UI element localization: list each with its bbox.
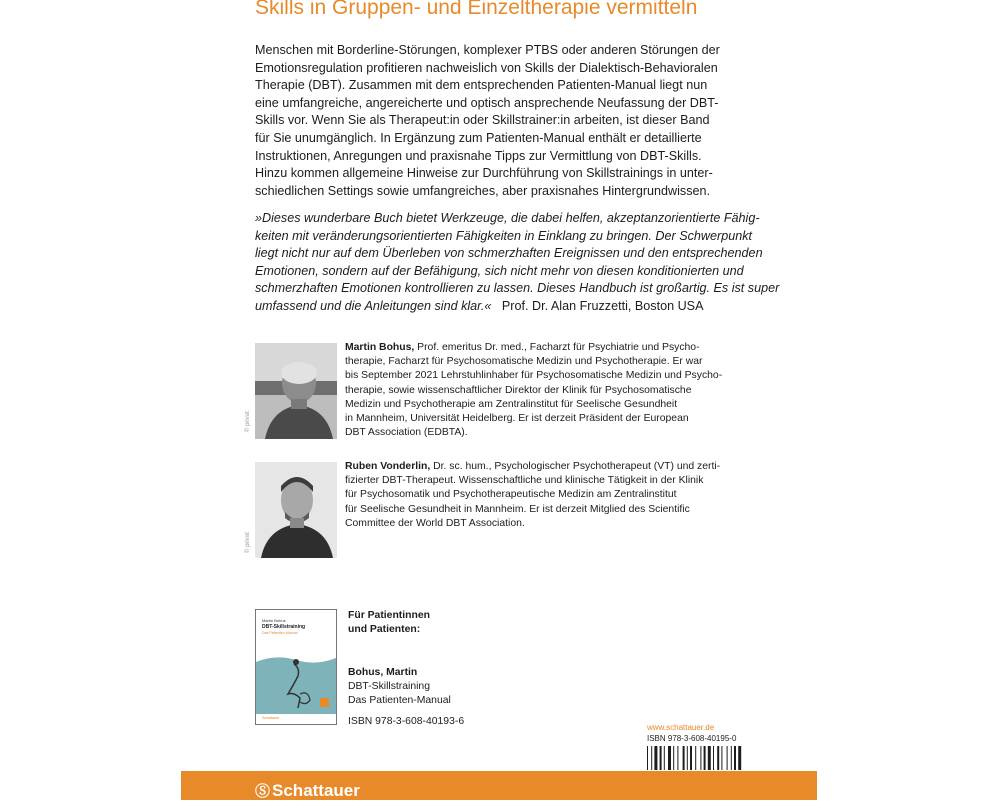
bio-line: fizierter DBT-Therapeut. Wissenschaftliche und klinische Tätigkeit in der Klinik	[345, 475, 704, 487]
blurb-line: Menschen mit Borderline-Störungen, komplexer PTBS oder anderen Störungen der	[255, 43, 720, 57]
patient-manual-details	[348, 666, 548, 729]
barcode-bar	[664, 746, 665, 770]
bio-line: therapie, Facharzt für Psychosomatische Medizin und Psychotherapie. Er war	[345, 356, 703, 368]
publisher-logo-icon: Ⓢ	[255, 783, 271, 800]
cover-headline: Skills in Gruppen- und Einzeltherapie vermitteln	[255, 0, 698, 19]
mini-cover-author: Martin Bohus	[262, 618, 286, 623]
blurb-paragraph	[255, 42, 755, 200]
bio-line: für Psychosomatik und Psychotherapeutische Medizin am Zentralinstitut	[345, 489, 677, 501]
bio-first-line	[345, 341, 765, 355]
quote-line: keiten mit veränderungsorientierten Fähigkeiten in Einklang zu bringen. Der Schwerpunkt	[255, 228, 753, 243]
barcode-bar	[713, 746, 714, 770]
publisher-url[interactable]: www.schattauer.de	[647, 723, 715, 732]
barcode-bar	[731, 746, 732, 770]
bio-text: Dr. sc. hum., Psychologischer Psychotherapeut (VT) und zerti-	[430, 461, 721, 472]
blurb-line: schiedlichen Settings sowie umfangreiches, aber praxisnahes Hintergrundwissen.	[255, 183, 711, 198]
bio-line: bis September 2021 Lehrstuhlinhaber für Psychosomatische Medizin und Psycho-	[345, 370, 723, 382]
barcode-bar	[734, 746, 736, 770]
barcode-bar	[738, 746, 741, 770]
quote-line: liegt nicht nur auf dem Überleben von schmerzhaften Ereignissen und den entsprechenden	[255, 246, 763, 261]
barcode-bar	[677, 746, 678, 770]
bio-line: therapie, sowie wissenschaftlicher Direktor der Klinik für Psychosomatische	[345, 384, 692, 396]
author-bio-bohus	[345, 341, 765, 440]
barcode-bar	[717, 746, 719, 770]
author-photo-bohus	[255, 343, 337, 439]
author-bio-vonderlin	[345, 460, 765, 531]
patient-manual-isbn: ISBN 978-3-608-40193-6	[348, 715, 465, 727]
blurb-line: Skills vor. Wenn Sie als Therapeut:in oder Skillstrainer:in arbeiten, ist dieser Band	[255, 113, 710, 128]
bio-line: DBT Association (EDBTA).	[345, 427, 468, 439]
barcode-bar	[721, 746, 722, 770]
photo-credit: © privat	[245, 411, 251, 432]
barcode-bar	[708, 746, 711, 770]
barcode-bar	[727, 746, 728, 770]
quote-line: schmerzhaften Emotionen kontrollieren zu lassen. Dieses Handbuch ist großartig. Es ist super	[255, 281, 780, 296]
mini-cover-subtitle: Das Patienten-Manual	[262, 631, 298, 635]
blurb-line: Emotionsregulation profitieren nachweislich von Skills der Dialektisch-Behavioralen	[255, 60, 718, 75]
barcode-bar	[695, 746, 696, 770]
mini-cover-title: DBT-Skillstraining	[262, 624, 306, 630]
quote-attribution: Prof. Dr. Alan Fruzzetti, Boston USA	[501, 298, 704, 313]
blurb-line: Hinzu kommen allgemeine Hinweise zur Durchführung von Skillstrainings in unter-	[255, 166, 713, 181]
blurb-line: Therapie (DBT). Zusammen mit dem entsprechenden Patienten-Manual liegt nun	[255, 78, 708, 93]
publisher-logo	[255, 780, 360, 801]
patient-manual-author: Bohus, Martin	[348, 667, 418, 678]
photo-credit: © privat	[245, 532, 251, 553]
barcode-bar	[704, 746, 706, 770]
author-name: Martin Bohus,	[345, 342, 415, 353]
book-isbn: ISBN 978-3-608-40195-0	[647, 734, 737, 743]
barcode-bar	[651, 746, 652, 770]
barcode-bar	[654, 746, 657, 770]
publisher-name: Schattauer	[272, 780, 360, 800]
patient-heading-line: Für Patientinnen	[348, 610, 430, 621]
quote-line: »Dieses wunderbare Buch bietet Werkzeuge, die dabei helfen, akzeptanzorientierte Fähig-	[255, 211, 760, 225]
testimonial-quote	[255, 210, 780, 316]
author-name: Ruben Vonderlin,	[345, 461, 431, 472]
bio-text: Prof. emeritus Dr. med., Facharzt für Psychiatrie und Psycho-	[414, 342, 700, 353]
patient-manual-heading	[348, 609, 548, 637]
mini-cover-illustration	[256, 654, 336, 714]
bio-line: Medizin und Psychotherapie am Zentralinstitut für Seelische Gesundheit	[345, 398, 678, 410]
barcode-bar	[700, 746, 701, 770]
bio-line: für Seelische Gesundheit in Mannheim. Er ist derzeit Mitglied des Scientific	[345, 503, 690, 515]
quote-line: Emotionen, sondern auf der Befähigung, sich nicht mehr von diesen konditionierten und	[255, 263, 744, 278]
isbn-barcode	[647, 746, 757, 770]
barcode-bar	[673, 746, 674, 770]
barcode-bar	[668, 746, 671, 770]
bio-line: in Mannheim, Universität Heidelberg. Er ist derzeit Präsident der European	[345, 413, 689, 425]
author-photo-vonderlin	[255, 462, 337, 558]
barcode-bar	[687, 746, 688, 770]
patient-manual-subtitle: Das Patienten-Manual	[348, 695, 451, 707]
barcode-bar	[660, 746, 662, 770]
blurb-line: für Sie unumgänglich. In Ergänzung zum Patienten-Manual enthält er detaillierte	[255, 130, 702, 145]
patient-heading-line: und Patienten:	[348, 624, 421, 636]
blurb-line: eine umfangreiche, angereicherte und optisch ansprechende Neufassung der DBT-	[255, 95, 719, 110]
mini-cover-publisher: Schattauer	[262, 716, 280, 720]
patient-manual-title: DBT-Skillstraining	[348, 681, 430, 693]
blurb-line: Instruktionen, Anregungen und praxisnahe Tipps zur Vermittlung von DBT-Skills.	[255, 148, 702, 163]
barcode-bar	[647, 746, 648, 770]
barcode-bar	[690, 746, 692, 770]
bio-first-line	[345, 460, 765, 474]
quote-last-text: umfassend und die Anleitungen sind klar.«	[255, 298, 492, 313]
bio-line: Committee der World DBT Association.	[345, 517, 525, 529]
quote-last-line	[255, 298, 775, 316]
patient-manual-cover-thumbnail	[255, 609, 337, 725]
barcode-bar	[683, 746, 685, 770]
